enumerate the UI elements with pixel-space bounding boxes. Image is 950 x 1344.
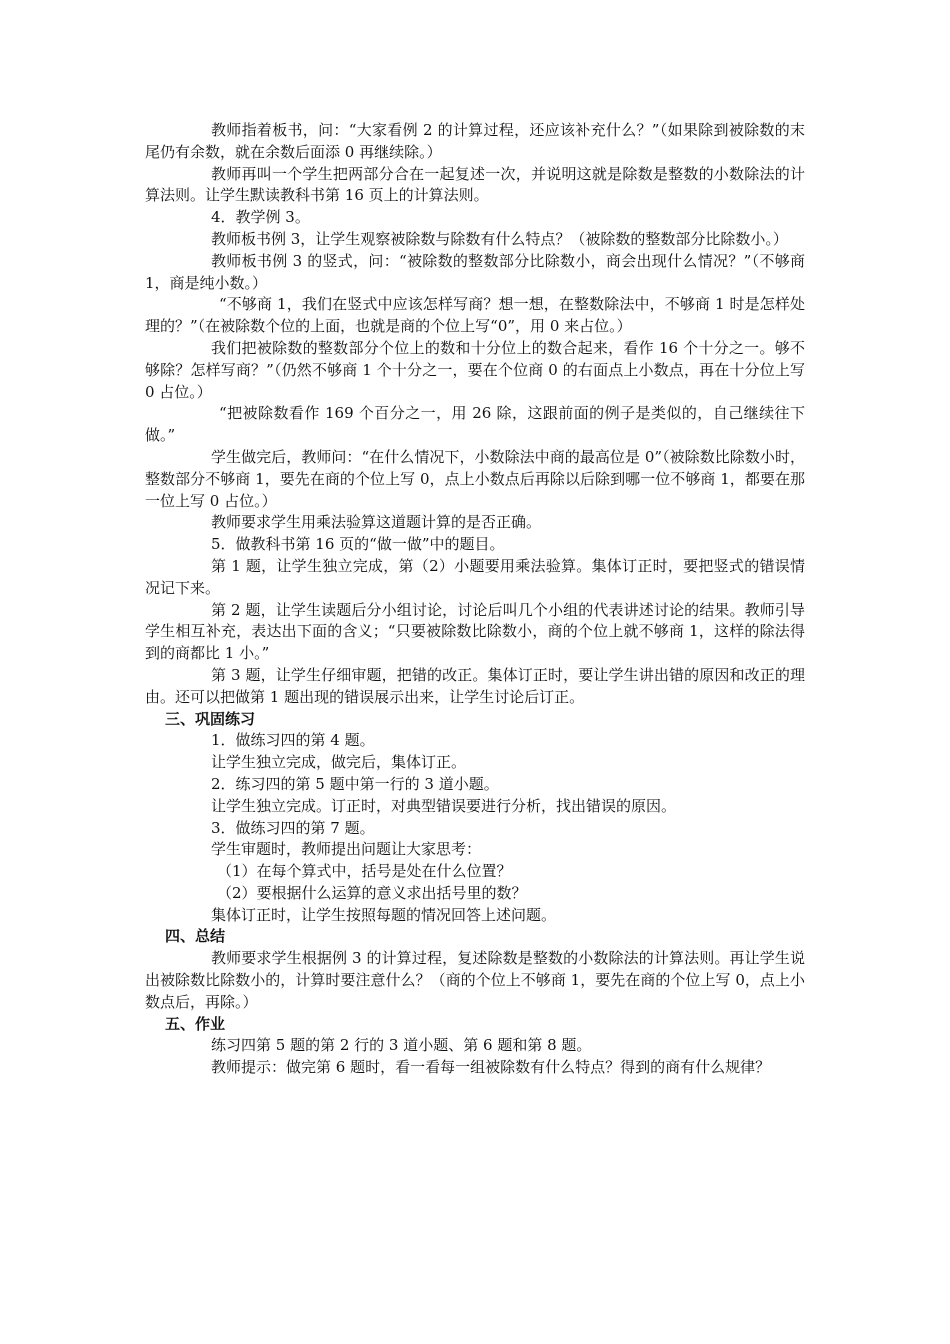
paragraph: 学生审题时，教师提出问题让大家思考： — [211, 840, 482, 859]
document-body — [145, 120, 805, 1079]
paragraph: 教师提示：做完第 6 题时，看一看每一组被除数有什么特点？得到的商有什么规律？ — [211, 1058, 771, 1077]
section-heading: 五、作业 — [165, 1014, 226, 1033]
paragraph: 第 2 题，让学生读题后分小组讨论，讨论后叫几个小组的代表讲述讨论的结果。教师引导学生相互补充，表达出下面的含义；“只要被除数比除数小，商的个位上就不够商 1，这样的除法得到的商都比 1 小。” — [145, 600, 805, 663]
paragraph: 教师板书例 3 的竖式，问：“被除数的整数部分比除数小，商会出现什么情况？”（不够商 1，商是纯小数。） — [145, 251, 805, 292]
paragraph: 2．练习四的第 5 题中第一行的 3 道小题。 — [211, 774, 499, 793]
paragraph: （1）在每个算式中，括号是处在什么位置？ — [217, 862, 512, 881]
paragraph: 教师要求学生根据例 3 的计算过程，复述除数是整数的小数除法的计算法则。再让学生说出被除数比除数小的，计算时要注意什么？（商的个位上不够商 1，要先在商的个位上写 0，点上小数点后，再除。） — [145, 949, 805, 1011]
paragraph: 让学生独立完成，做完后，集体订正。 — [211, 753, 467, 772]
paragraph: 第 1 题，让学生独立完成，第（2）小题要用乘法验算。集体订正时，要把竖式的错误情况记下来。 — [145, 556, 805, 597]
paragraph: “把被除数看作 169 个百分之一，用 26 除，这跟前面的例子是类似的，自己继续往下做。” — [145, 404, 805, 445]
paragraph: 3．做练习四的第 7 题。 — [211, 818, 375, 837]
paragraph: 学生做完后，教师问：“在什么情况下，小数除法中商的最高位是 0”（被除数比除数小时，整数部分不够商 1，要先在商的个位上写 0，点上小数点后再除以后除到哪一位不够商 1，都要在那一位上写 0 占位。） — [145, 447, 805, 510]
section-heading: 三、巩固练习 — [165, 709, 256, 728]
paragraph: 我们把被除数的整数部分个位上的数和十分位上的数合起来，看作 16 个十分之一。够不够除？怎样写商？”（仍然不够商 1 个十分之一，要在个位商 0 的右面点上小数点，再在十分位上写 0 占位。） — [145, 338, 805, 401]
paragraph: 教师板书例 3，让学生观察被除数与除数有什么特点？（被除数的整数部分比除数小。） — [211, 229, 788, 248]
paragraph: 教师指着板书，问：“大家看例 2 的计算过程，还应该补充什么？”（如果除到被除数的末尾仍有余数，就在余数后面添 0 再继续除。） — [145, 121, 805, 161]
paragraph: 4．教学例 3。 — [211, 208, 310, 227]
section-heading: 四、总结 — [165, 927, 226, 946]
paragraph: 练习四第 5 题的第 2 行的 3 道小题、第 6 题和第 8 题。 — [211, 1036, 592, 1055]
paragraph: 1．做练习四的第 4 题。 — [211, 731, 375, 750]
paragraph: （2）要根据什么运算的意义求出括号里的数？ — [217, 883, 527, 902]
paragraph: 5．做教科书第 16 页的“做一做”中的题目。 — [211, 535, 505, 554]
paragraph: “不够商 1，我们在竖式中应该怎样写商？想一想，在整数除法中，不够商 1 时是怎样处理的？”（在被除数个位的上面，也就是商的个位上写“0”，用 0 来占位。） — [145, 295, 805, 336]
paragraph: 集体订正时，让学生按照每题的情况回答上述问题。 — [211, 905, 557, 924]
paragraph: 第 3 题，让学生仔细审题，把错的改正。集体订正时，要让学生讲出错的原因和改正的理由。还可以把做第 1 题出现的错误展示出来，让学生讨论后订正。 — [145, 665, 805, 706]
paragraph: 教师要求学生用乘法验算这道题计算的是否正确。 — [211, 513, 542, 532]
paragraph: 教师再叫一个学生把两部分合在一起复述一次，并说明这就是除数是整数的小数除法的计算法则。让学生默读教科书第 16 页上的计算法则。 — [145, 164, 805, 205]
paragraph: 让学生独立完成。订正时，对典型错误要进行分析，找出错误的原因。 — [211, 796, 677, 815]
